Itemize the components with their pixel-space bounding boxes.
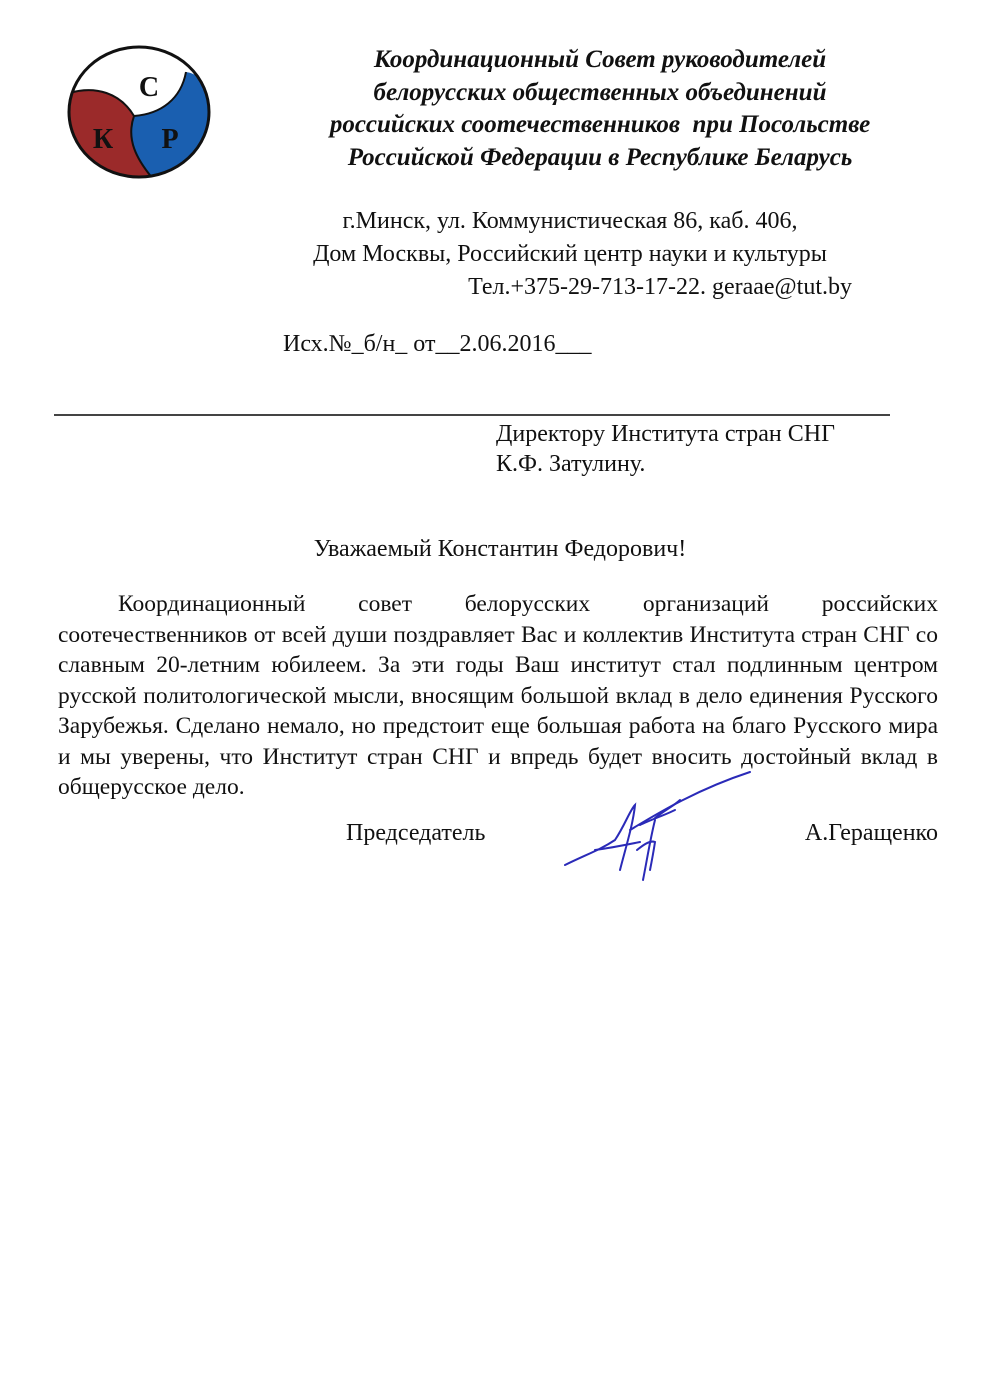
handwritten-signature-icon	[555, 770, 755, 890]
header-line: российских соотечественников при Посольстве	[329, 111, 871, 138]
logo-letter-s: С	[138, 72, 160, 103]
header-line: белорусских общественных объединений	[373, 78, 827, 106]
signatory-title: Председатель	[346, 820, 486, 846]
address-line-building: Дом Москвы, Российский центр науки и культуры	[313, 241, 827, 267]
body-paragraph: Координационный совет белорусских организаций российских соотечественников от всей души поздравляет Вас и коллектив Института стран СНГ со славным 20-летним юбилеем. За эти годы Ваш институт стал подлинным центром русской политологической мысли, вносящим большой вклад в дело единения Русского Зарубежья. Сделано немало, но предстоит еще большая работа на благо Русского мира и мы уверены, что Институт стран СНГ и впредь будет вносить достойный вклад в общерусское дело.	[58, 591, 938, 800]
addressee-position: Директору Института стран СНГ	[496, 421, 835, 447]
logo-letter-r: Р	[161, 124, 179, 155]
addressee-block	[496, 419, 835, 479]
logo-letter-k: К	[92, 124, 114, 155]
header-line: Координационный Совет руководителей	[373, 46, 827, 73]
organization-address	[270, 205, 870, 304]
signatory-name: А.Геращенко	[804, 820, 938, 846]
contact-phone-email: Тел.+375-29-713-17-22. geraae@tut.by	[468, 274, 852, 300]
letter-body	[58, 589, 938, 803]
header-divider	[54, 414, 890, 416]
salutation: Уважаемый Константин Федорович!	[313, 536, 687, 562]
organization-header	[282, 44, 918, 174]
organization-logo	[66, 44, 212, 180]
addressee-name: К.Ф. Затулину.	[496, 451, 646, 477]
header-line: Российской Федерации в Республике Беларусь	[347, 143, 853, 171]
outgoing-number-date: Исх.№_б/н_ от__2.06.2016___	[283, 331, 592, 357]
address-line-street: г.Минск, ул. Коммунистическая 86, каб. 406,	[342, 208, 798, 234]
